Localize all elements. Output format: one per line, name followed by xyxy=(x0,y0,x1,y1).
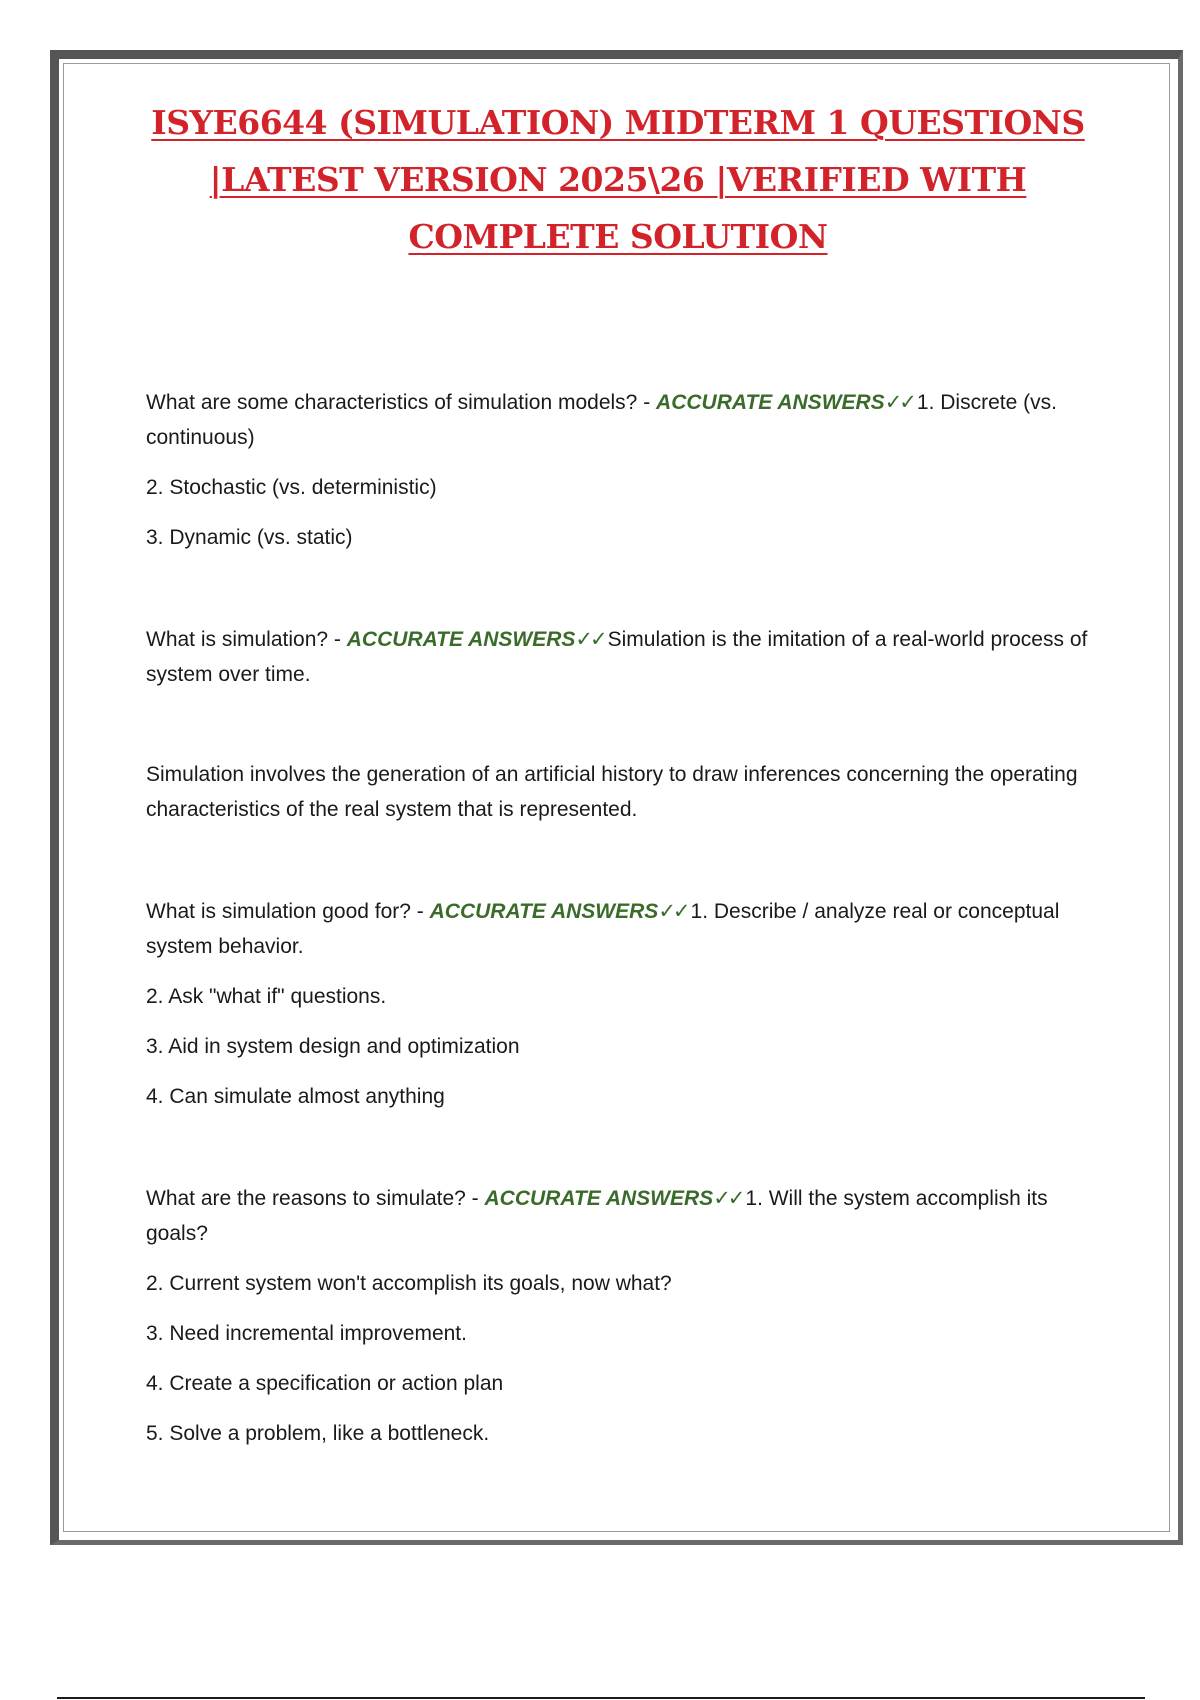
double-check-icon: ✓✓ xyxy=(884,391,914,414)
double-check-icon: ✓✓ xyxy=(575,628,605,651)
separator: - xyxy=(328,628,347,651)
double-check-icon: ✓✓ xyxy=(713,1187,743,1210)
answer-tag: ACCURATE ANSWERS xyxy=(656,391,885,414)
qa-block-3 xyxy=(146,894,1096,964)
title-line-1: ISYE6644 (SIMULATION) MIDTERM 1 QUESTIONS xyxy=(151,103,1085,142)
title-line-2: |LATEST VERSION 2025\26 |VERIFIED WITH xyxy=(209,160,1027,199)
separator: - xyxy=(465,1187,485,1210)
question-text: What are the reasons to simulate? xyxy=(146,1187,466,1210)
answer-tag: ACCURATE ANSWERS xyxy=(346,628,576,651)
list-item: 3. Aid in system design and optimization xyxy=(146,1035,520,1058)
bottom-rule xyxy=(57,1697,1145,1699)
list-item: 2. Current system won't accomplish its goals, now what? xyxy=(146,1272,672,1295)
list-item: 2. Ask "what if" questions. xyxy=(146,985,387,1008)
answer-lead: Simulation is the imitation of a real-world process of system over time. xyxy=(146,628,1088,686)
list-item: 5. Solve a problem, like a bottleneck. xyxy=(146,1422,490,1445)
separator: - xyxy=(637,391,657,414)
answer-lead: 1. Describe / analyze real or conceptual system behavior. xyxy=(146,900,1060,958)
list-item: 4. Create a specification or action plan xyxy=(146,1372,504,1395)
question-text: What is simulation good for? xyxy=(146,900,411,923)
answer-lead: 1. Discrete (vs. continuous) xyxy=(146,391,1057,449)
qa-block-2 xyxy=(146,622,1096,692)
list-item: 4. Can simulate almost anything xyxy=(146,1085,445,1108)
question-text: What is simulation? xyxy=(146,628,329,651)
answer-tag: ACCURATE ANSWERS xyxy=(429,900,659,923)
answer-paragraph: Simulation involves the generation of an artificial history to draw inferences concerning the operating characteristics of the real system that is represented. xyxy=(146,763,1078,821)
answer-lead: 1. Will the system accomplish its goals? xyxy=(146,1187,1048,1245)
qa-block-1 xyxy=(146,385,1096,455)
separator: - xyxy=(410,900,430,923)
double-check-icon: ✓✓ xyxy=(658,900,688,923)
question-text: What are some characteristics of simulation models? xyxy=(146,391,638,414)
qa-content xyxy=(146,385,1096,1451)
list-item: 3. Need incremental improvement. xyxy=(146,1322,467,1345)
title-line-3: COMPLETE SOLUTION xyxy=(408,217,828,256)
list-item: 2. Stochastic (vs. deterministic) xyxy=(146,476,437,499)
answer-tag: ACCURATE ANSWERS xyxy=(484,1187,714,1210)
document-title xyxy=(100,94,1136,265)
list-item: 3. Dynamic (vs. static) xyxy=(146,526,353,549)
qa-block-4 xyxy=(146,1181,1096,1251)
